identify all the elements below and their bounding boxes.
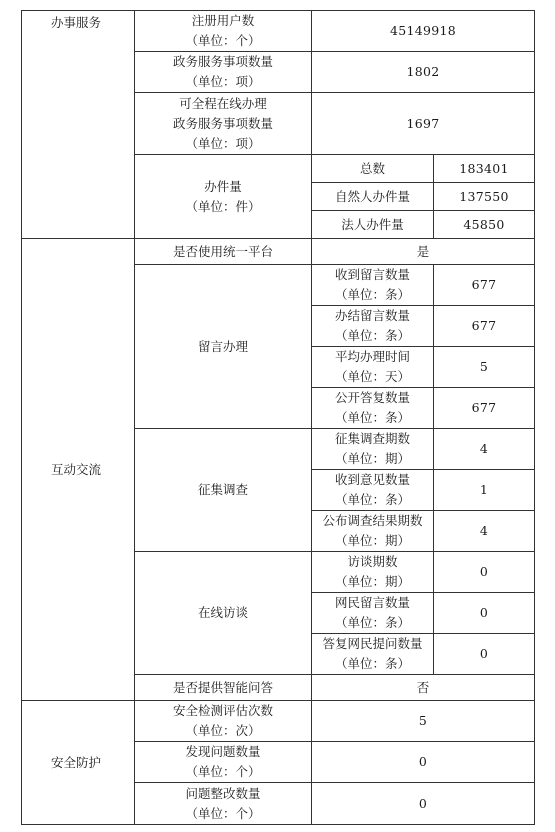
value-registered-users: 45149918 <box>312 11 535 52</box>
value-smart-qa: 否 <box>312 675 535 701</box>
value-unified-platform: 是 <box>312 239 535 265</box>
value-messages-completed: 677 <box>434 306 535 347</box>
label-interview: 在线访谈 <box>135 552 312 675</box>
value-messages-avg-time: 5 <box>434 347 535 388</box>
value-interview-netizen-msgs: 0 <box>434 593 535 634</box>
value-survey-results: 4 <box>434 511 535 552</box>
label-interview-periods: 访谈期数 （单位：期） <box>312 552 434 593</box>
label-messages: 留言办理 <box>135 265 312 429</box>
value-online-items: 1697 <box>312 93 535 155</box>
label-messages-received: 收到留言数量 （单位：条） <box>312 265 434 306</box>
category-security: 安全防护 <box>22 701 135 825</box>
category-interaction: 互动交流 <box>22 239 135 701</box>
label-messages-public-replies: 公开答复数量 （单位：条） <box>312 388 434 429</box>
value-workload-total: 183401 <box>434 155 535 183</box>
statistics-table <box>21 10 535 825</box>
value-survey-opinions: 1 <box>434 470 535 511</box>
value-workload-legal: 45850 <box>434 211 535 239</box>
value-problems-fixed: 0 <box>312 783 535 825</box>
label-workload-legal: 法人办件量 <box>312 211 434 239</box>
value-interview-answers: 0 <box>434 634 535 675</box>
label-workload: 办件量 （单位：件） <box>135 155 312 239</box>
label-survey: 征集调查 <box>135 429 312 552</box>
table-row <box>22 11 535 52</box>
value-problems-found: 0 <box>312 742 535 783</box>
label-survey-results: 公布调查结果期数 （单位：期） <box>312 511 434 552</box>
label-workload-total: 总数 <box>312 155 434 183</box>
label-problems-fixed: 问题整改数量 （单位：个） <box>135 783 312 825</box>
value-interview-periods: 0 <box>434 552 535 593</box>
label-messages-avg-time: 平均办理时间 （单位：天） <box>312 347 434 388</box>
label-smart-qa: 是否提供智能问答 <box>135 675 312 701</box>
value-survey-periods: 4 <box>434 429 535 470</box>
value-workload-natural: 137550 <box>434 183 535 211</box>
value-messages-public-replies: 677 <box>434 388 535 429</box>
label-workload-natural: 自然人办件量 <box>312 183 434 211</box>
label-interview-netizen-msgs: 网民留言数量 （单位：条） <box>312 593 434 634</box>
table-row <box>22 701 535 742</box>
value-messages-received: 677 <box>434 265 535 306</box>
label-registered-users: 注册用户数 （单位：个） <box>135 11 312 52</box>
value-inspections: 5 <box>312 701 535 742</box>
label-problems-found: 发现问题数量 （单位：个） <box>135 742 312 783</box>
label-service-items: 政务服务事项数量 （单位：项） <box>135 52 312 93</box>
value-service-items: 1802 <box>312 52 535 93</box>
table-row <box>22 239 535 265</box>
label-interview-answers: 答复网民提问数量 （单位：条） <box>312 634 434 675</box>
label-online-items: 可全程在线办理 政务服务事项数量 （单位：项） <box>135 93 312 155</box>
label-inspections: 安全检测评估次数 （单位：次） <box>135 701 312 742</box>
category-services: 办事服务 <box>22 11 135 239</box>
label-survey-periods: 征集调查期数 （单位：期） <box>312 429 434 470</box>
label-survey-opinions: 收到意见数量 （单位：条） <box>312 470 434 511</box>
label-messages-completed: 办结留言数量 （单位：条） <box>312 306 434 347</box>
label-unified-platform: 是否使用统一平台 <box>135 239 312 265</box>
